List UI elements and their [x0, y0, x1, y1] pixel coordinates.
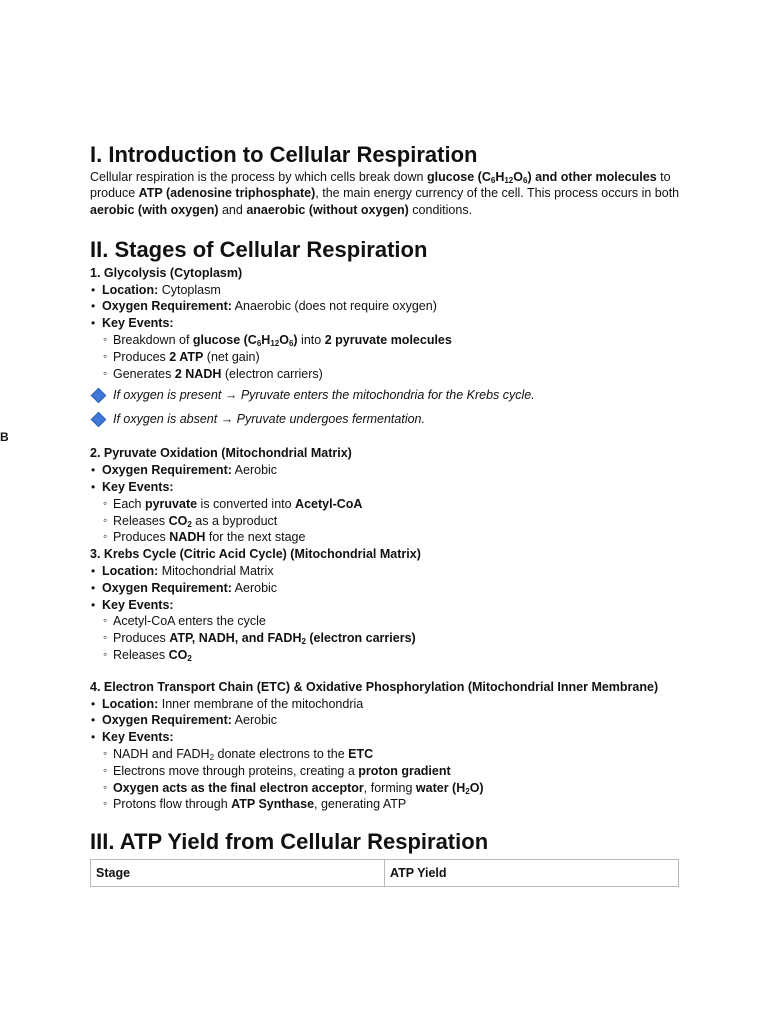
- etc-event-1: ◦ NADH and $FADH_2$ donate electrons to the ETC: [90, 746, 690, 763]
- glycolysis-event-1: ◦ Breakdown of glucose $(C_6H_{12}O_6)$ into 2 pyruvate molecules: [90, 332, 690, 349]
- note-oxygen-present: If oxygen is present → Pyruvate enters the mitochondria for the Krebs cycle.: [90, 387, 690, 403]
- krebs-event-3: ◦ Releases $CO_2$: [90, 647, 690, 664]
- intro-aerobic-term: aerobic (with oxygen): [90, 202, 219, 217]
- etc-events-label: • Key Events:: [90, 729, 690, 746]
- section-title-atp-yield: III. ATP Yield from Cellular Respiration: [90, 829, 489, 855]
- intro-text: to produce: [90, 170, 671, 201]
- krebs-event-2: ◦ Produces ATP, NADH, and $FADH_2$ (electron carriers): [90, 630, 690, 647]
- note-oxygen-absent: If oxygen is absent → Pyruvate undergoes fermentation.: [90, 411, 690, 427]
- intro-glucose: glucose $(C_6H_{12}O_6)$ and other molecules: [426, 170, 657, 185]
- atp-yield-table: [90, 859, 679, 887]
- table-header-row: [91, 860, 679, 887]
- blue-diamond-icon: [91, 388, 107, 404]
- document-body: [90, 142, 690, 887]
- etc-event-2: ◦ Electrons move through proteins, creating a proton gradient: [90, 763, 690, 780]
- pyruvate-event-3: ◦ Produces NADH for the next stage: [90, 529, 690, 546]
- glycolysis-event-3: ◦ Generates 2 NADH (electron carriers): [90, 366, 690, 383]
- pyruvate-event-1: ◦ Each pyruvate is converted into Acetyl-CoA: [90, 496, 690, 513]
- section-title-stages: II. Stages of Cellular Respiration: [90, 236, 428, 262]
- etc-location: • Location: Inner membrane of the mitochondria: [90, 696, 690, 713]
- krebs-event-1: ◦ Acetyl-CoA enters the cycle: [90, 613, 690, 630]
- pyruvate-oxygen: • Oxygen Requirement: Aerobic: [90, 462, 690, 479]
- intro-atp-term: ATP (adenosine triphosphate): [138, 186, 316, 201]
- glycolysis-events-label: • Key Events:: [90, 315, 690, 332]
- glycolysis-location: • Location: Cytoplasm: [90, 282, 690, 299]
- stray-character: B: [0, 430, 9, 444]
- blue-diamond-icon: [91, 412, 107, 428]
- glycolysis-event-2: ◦ Produces 2 ATP (net gain): [90, 349, 690, 366]
- table-header-cell: Stage: [91, 860, 385, 887]
- glycolysis-oxygen: • Oxygen Requirement: Anaerobic (does not require oxygen): [90, 298, 690, 315]
- intro-anaerobic-term: anaerobic (without oxygen): [246, 202, 409, 217]
- krebs-events-label: • Key Events:: [90, 597, 690, 614]
- etc-heading: 4. Electron Transport Chain (ETC) & Oxidative Phosphorylation (Mitochondrial Inner Membrane): [90, 679, 659, 694]
- pyruvate-heading: 2. Pyruvate Oxidation (Mitochondrial Matrix): [90, 446, 352, 461]
- intro-text: and: [218, 202, 247, 217]
- etc-event-3: ◦ Oxygen acts as the final electron acceptor, forming water $(H_2O)$: [90, 780, 690, 797]
- pyruvate-event-2: ◦ Releases $CO_2$ as a byproduct: [90, 513, 690, 530]
- intro-text: Cellular respiration is the process by which cells break down: [90, 170, 427, 184]
- intro-paragraph: [90, 169, 690, 218]
- intro-text: conditions.: [408, 202, 473, 217]
- etc-event-4: ◦ Protons flow through ATP Synthase, generating ATP: [90, 796, 690, 813]
- pyruvate-events-label: • Key Events:: [90, 479, 690, 496]
- krebs-location: • Location: Mitochondrial Matrix: [90, 563, 690, 580]
- krebs-oxygen: • Oxygen Requirement: Aerobic: [90, 580, 690, 597]
- section-title-introduction: I. Introduction to Cellular Respiration: [90, 142, 478, 167]
- krebs-heading: 3. Krebs Cycle (Citric Acid Cycle) (Mitochondrial Matrix): [90, 547, 421, 562]
- table-header-cell: ATP Yield: [385, 860, 679, 887]
- intro-text: , the main energy currency of the cell. This process occurs in both: [315, 186, 680, 201]
- etc-oxygen: • Oxygen Requirement: Aerobic: [90, 712, 690, 729]
- glycolysis-heading: 1. Glycolysis (Cytoplasm): [90, 265, 243, 280]
